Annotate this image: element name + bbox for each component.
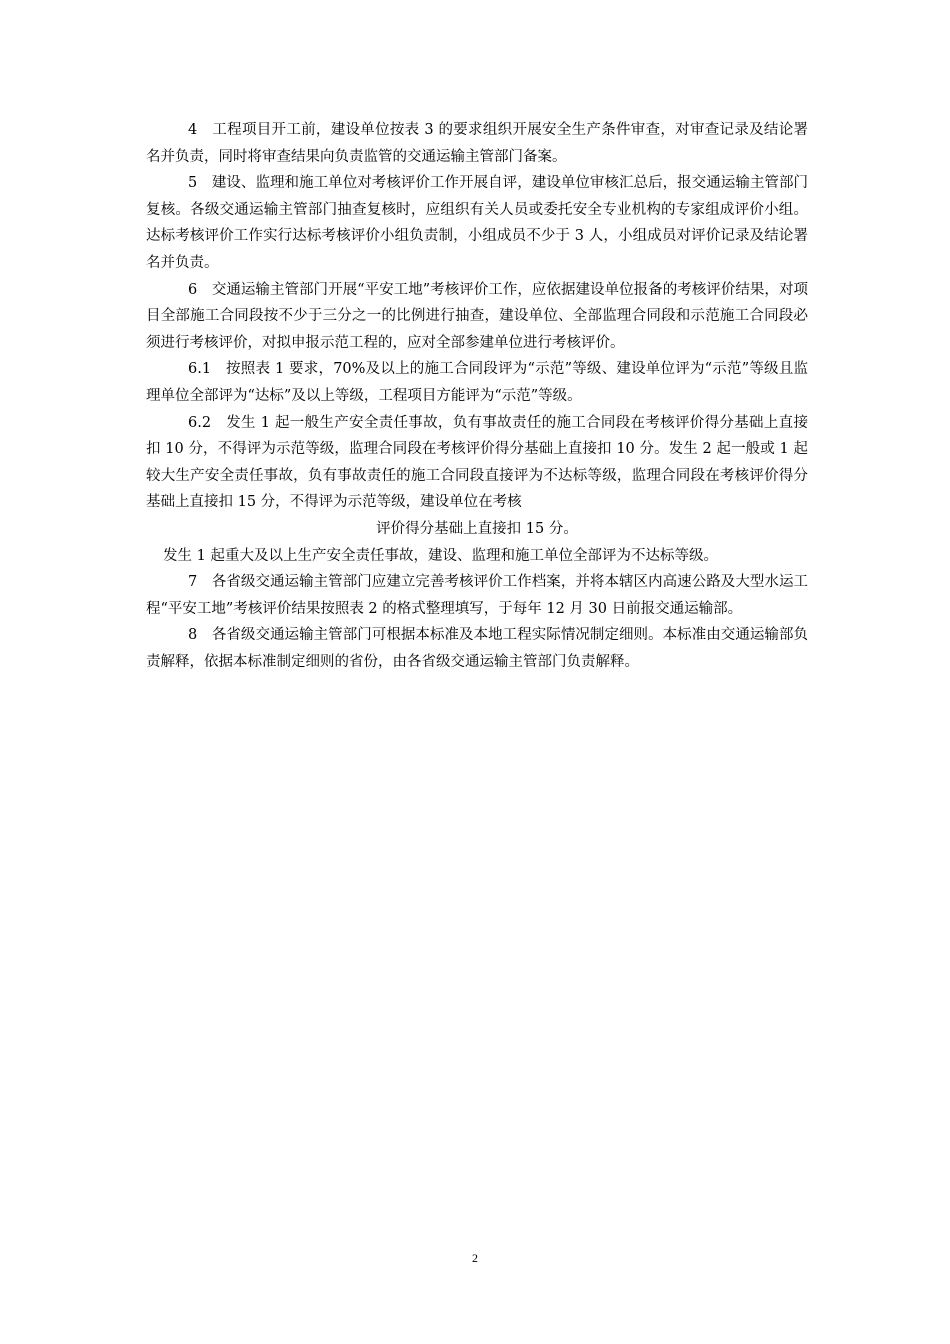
document-body xyxy=(146,117,808,675)
paragraph-6-2: 6.2 发生 1 起一般生产安全责任事故，负有事故责任的施工合同段在考核评价得分基础上直接扣 10 分，不得评为示范等级，监理合同段在考核评价得分基础上直接扣 10 分。发生 2 起一般或 1 起较大生产安全责任事故，负有事故责任的施工合同段直接评为不达标等级，监理合同段在考核评价得分基础上直接扣 15 分，不得评为示范等级，建设单位在考核 xyxy=(146,414,808,511)
page-number: 2 xyxy=(472,1251,478,1265)
paragraph-6: 6 交通运输主管部门开展“平安工地”考核评价工作，应依据建设单位报备的考核评价结果，对项目全部施工合同段按不少于三分之一的比例进行抽查，建设单位、全部监理合同段和示范施工合同段必须进行考核评价，对拟申报示范工程的，应对全部参建单位进行考核评价。 xyxy=(146,281,808,351)
paragraph-5: 5 建设、监理和施工单位对考核评价工作开展自评，建设单位审核汇总后，报交通运输主管部门复核。各级交通运输主管部门抽查复核时，应组织有关人员或委托安全专业机构的专家组成评价小组。达标考核评价工作实行达标考核评价小组负责制，小组成员不少于 3 人，小组成员对评价记录及结论署名并负责。 xyxy=(146,175,808,271)
paragraph-8: 8 各省级交通运输主管部门可根据本标准及本地工程实际情况制定细则。本标准由交通运输部负责解释，依据本标准制定细则的省份，由各省级交通运输主管部门负责解释。 xyxy=(146,627,808,670)
paragraph-6-1: 6.1 按照表 1 要求，70%及以上的施工合同段评为“示范”等级、建设单位评为“示范”等级且监理单位全部评为“达标”及以上等级，工程项目方能评为“示范”等级。 xyxy=(146,361,808,404)
paragraph-major-accident: 发生 1 起重大及以上生产安全责任事故，建设、监理和施工单位全部评为不达标等级。 xyxy=(163,547,718,564)
paragraph-6-2-tail: 评价得分基础上直接扣 15 分。 xyxy=(376,520,578,537)
paragraph-4: 4 工程项目开工前，建设单位按表 3 的要求组织开展安全生产条件审查，对审查记录及结论署名并负责，同时将审查结果向负责监管的交通运输主管部门备案。 xyxy=(146,122,808,165)
paragraph-7: 7 各省级交通运输主管部门应建立完善考核评价工作档案，并将本辖区内高速公路及大型水运工程“平安工地”考核评价结果按照表 2 的格式整理填写，于每年 12 月 30 日前报交通运输部。 xyxy=(146,574,808,617)
